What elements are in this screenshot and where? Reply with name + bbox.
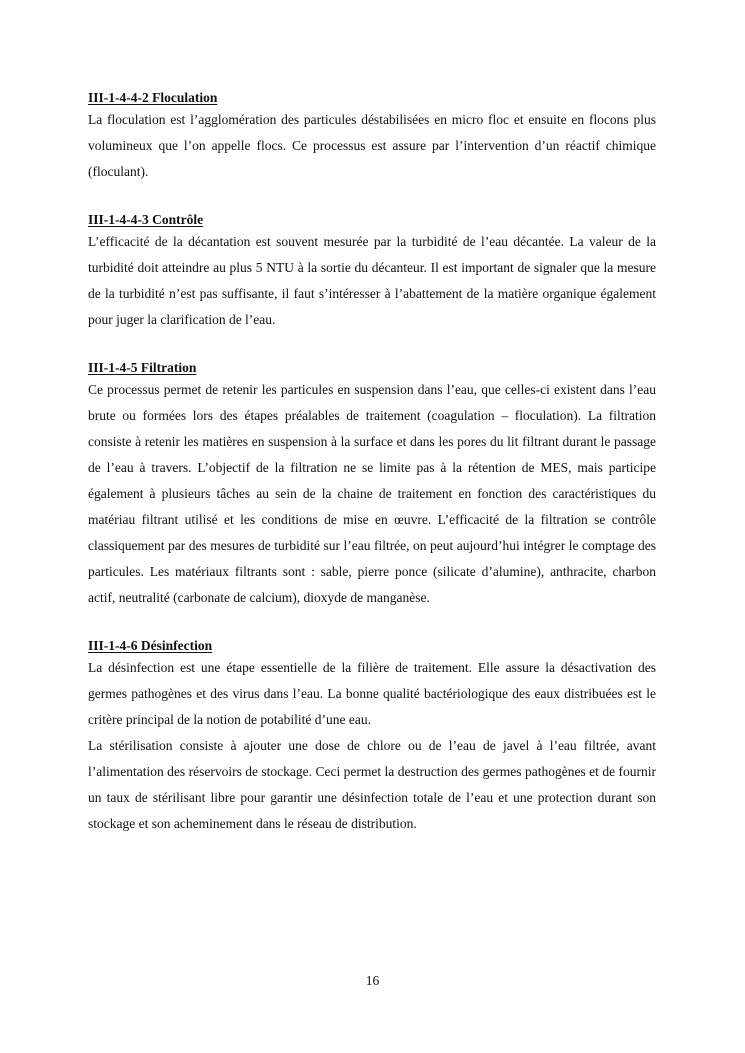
- section-paragraph: La stérilisation consiste à ajouter une dose de chlore ou de l’eau de javel à l’eau filtrée, avant l’alimentation des réservoirs de stockage. Ceci permet la destruction des germes pathogènes et de fournir un taux de stérilisant libre pour garantir une désinfection totale de l’eau et une protection durant son stockage et son acheminement dans le réseau de distribution.: [88, 738, 656, 831]
- section-heading: III-1-4-4-2 Floculation: [88, 90, 218, 105]
- section-paragraph: La désinfection est une étape essentielle de la filière de traitement. Elle assure la désactivation des germes pathogènes et des virus dans l’eau. La bonne qualité bactériologique des eaux distribuées est le critère principal de la notion de potabilité d’une eau.: [88, 660, 656, 727]
- section-heading: III-1-4-5 Filtration: [88, 360, 197, 375]
- section-paragraph: Ce processus permet de retenir les particules en suspension dans l’eau, que celles-ci existent dans l’eau brute ou formées lors des étapes préalables de traitement (coagulation – floculation). La filtration consiste à retenir les matières en suspension à la surface et dans les pores du lit filtrant durant le passage de l’eau à travers. L’objectif de la filtration ne se limite pas à la rétention de MES, mais participe également à plusieurs tâches au sein de la chaine de traitement en fonction des caractéristiques du matériau filtrant utilisé et les conditions de mise en œuvre. L’efficacité de la filtration se contrôle classiquement par des mesures de turbidité sur l’eau filtrée, on peut aujourd’hui intégrer le comptage des particules. Les matériaux filtrants sont : sable, pierre ponce (silicate d’alumine), anthracite, charbon actif, neutralité (carbonate de calcium), dioxyde de manganèse.: [88, 382, 656, 605]
- section-heading: III-1-4-4-3 Contrôle: [88, 212, 204, 227]
- section-floculation: [88, 88, 656, 185]
- section-paragraph: L’efficacité de la décantation est souvent mesurée par la turbidité de l’eau décantée. La valeur de la turbidité doit atteindre au plus 5 NTU à la sortie du décanteur. Il est important de signaler que la mesure de la turbidité n’est pas suffisante, il faut s’intéresser à l’abattement de la matière organique également pour juger la clarification de l’eau.: [88, 234, 656, 327]
- section-filtration: [88, 358, 656, 611]
- document-body: [88, 88, 656, 862]
- section-paragraph: La floculation est l’agglomération des particules déstabilisées en micro floc et ensuite en flocons plus volumineux que l’on appelle flocs. Ce processus est assure par l’intervention d’un réactif chimique (floculant).: [88, 112, 656, 179]
- page-number: 16: [365, 973, 380, 988]
- section-heading: III-1-4-6 Désinfection: [88, 638, 213, 653]
- section-controle: [88, 210, 656, 333]
- section-desinfection: [88, 636, 656, 837]
